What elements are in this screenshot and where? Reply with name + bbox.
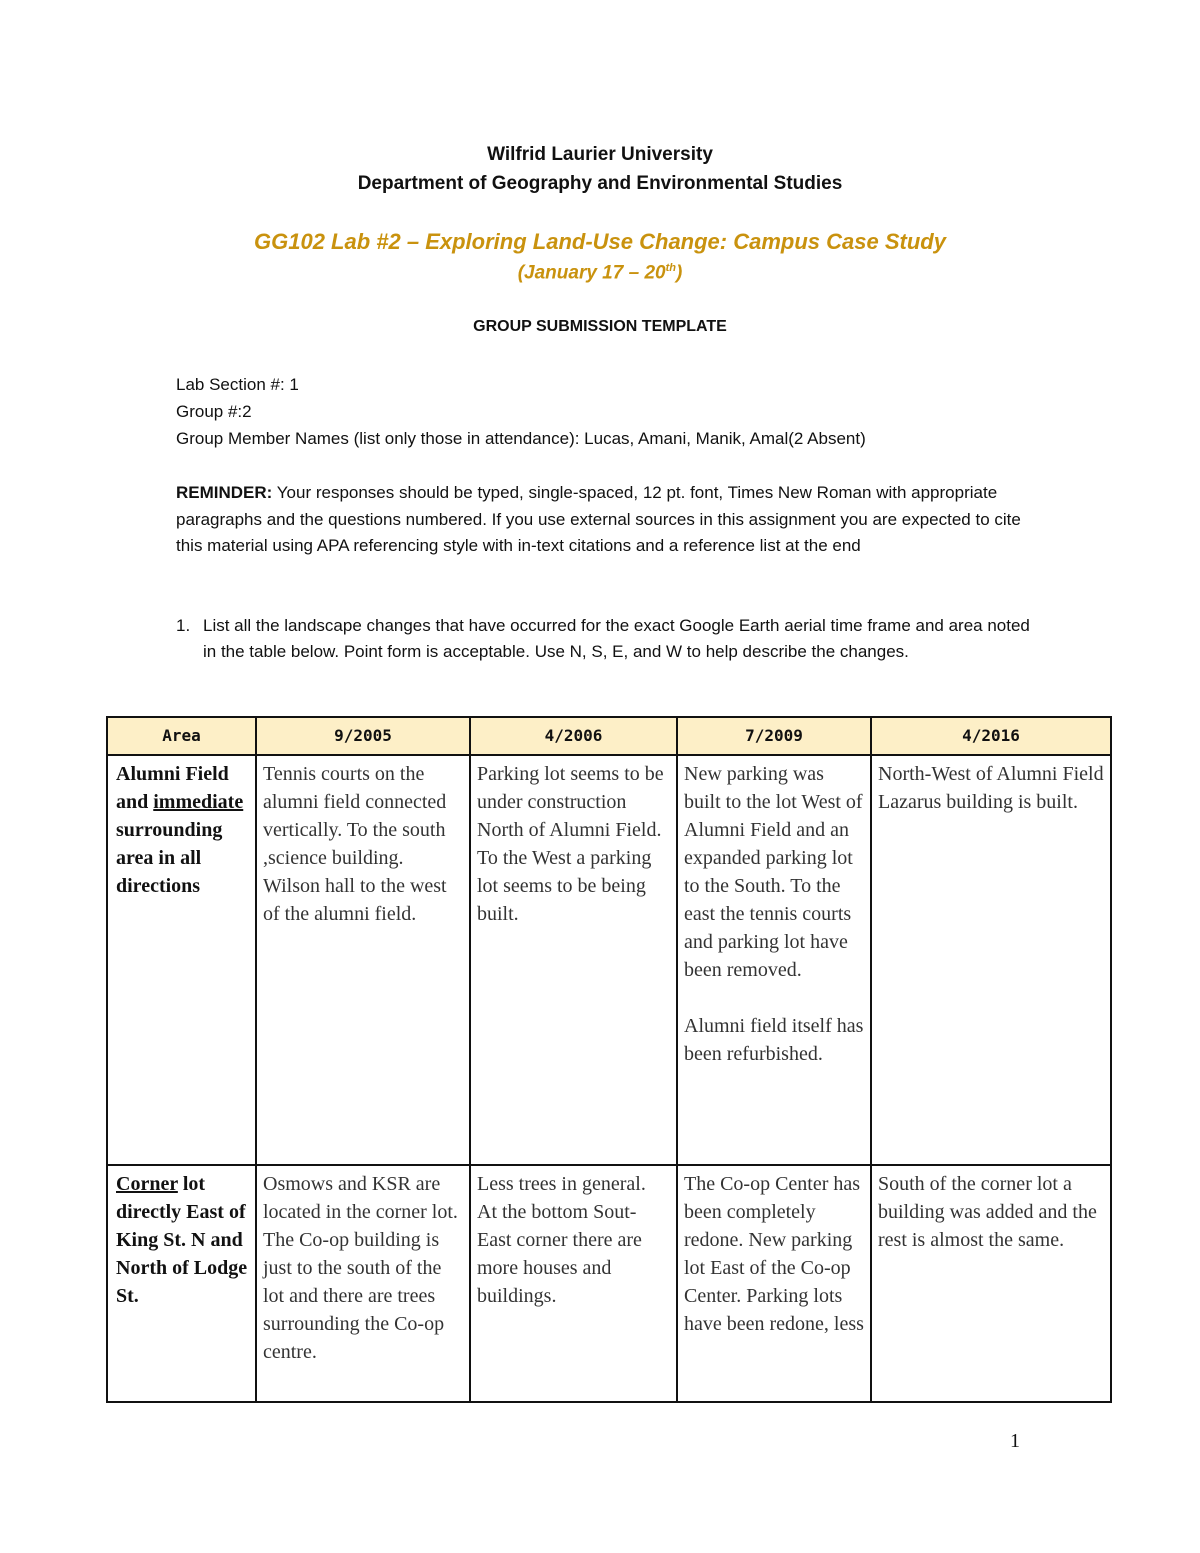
table-header-row xyxy=(107,717,1111,755)
template-label: GROUP SUBMISSION TEMPLATE xyxy=(473,318,727,335)
page-number: 1 xyxy=(1010,1430,1020,1452)
header-area: Area xyxy=(107,717,256,755)
area-cell[interactable] xyxy=(107,755,256,1165)
table-row xyxy=(107,755,1111,1165)
area-text: lot directly East of King St. N and North of Lodge St. xyxy=(116,1173,248,1307)
cell-2006[interactable]: Parking lot seems to be under construction North of Alumni Field. To the West a parking lot seems to be being built. xyxy=(470,755,677,1165)
area-underlined: Corner xyxy=(116,1173,178,1195)
lab-section: Lab Section #: 1 xyxy=(176,375,299,394)
cell-2006[interactable]: Less trees in general. At the bottom Sout-East corner there are more houses and buildings. xyxy=(470,1165,677,1402)
table-row xyxy=(107,1165,1111,1402)
header-2016: 4/2016 xyxy=(871,717,1111,755)
cell-2005[interactable]: Tennis courts on the alumni field connected vertically. To the south ,science building. Wilson hall to the west of the alumni field. xyxy=(256,755,470,1165)
cell-2005[interactable]: Osmows and KSR are located in the corner lot. The Co-op building is just to the south of the lot and there are trees surrounding the Co-op centre. xyxy=(256,1165,470,1402)
cell-2009[interactable]: New parking was built to the lot West of Alumni Field and an expanded parking lot to the South. To the east the tennis courts and parking lot have been removed. Alumni field itself has been refurbished. xyxy=(677,755,871,1165)
area-text: Alumni Field and xyxy=(116,763,229,813)
question-number: 1. xyxy=(176,616,191,635)
lab-title: GG102 Lab #2 – Exploring Land-Use Change: Campus Case Study xyxy=(254,229,946,254)
reminder-paragraph xyxy=(176,480,1036,560)
area-underlined: immediate xyxy=(153,791,244,813)
lab-dates-prefix: (January 17 – 20 xyxy=(517,262,666,284)
group-members: Group Member Names (list only those in attendance): Lucas, Amani, Manik, Amal(2 Absent) xyxy=(176,429,866,448)
lab-dates-sup: th xyxy=(665,262,676,274)
department-name: Department of Geography and Environmental Studies xyxy=(357,173,843,194)
header-2006: 4/2006 xyxy=(470,717,677,755)
area-text: surrounding area in all directions xyxy=(116,819,223,897)
cell-2016[interactable]: South of the corner lot a building was added and the rest is almost the same. xyxy=(871,1165,1111,1402)
lab-dates xyxy=(0,262,1200,284)
header-2005: 9/2005 xyxy=(256,717,470,755)
reminder-text: Your responses should be typed, single-spaced, 12 pt. font, Times New Roman with appropriate paragraphs and the questions numbered. If you use external sources in this assignment you are expected to cite this material using APA referencing style with in-text citations and a reference list at the end xyxy=(176,483,1021,555)
question-1 xyxy=(176,613,1036,665)
university-name: Wilfrid Laurier University xyxy=(487,144,713,165)
land-use-change-table xyxy=(106,716,1112,1403)
group-number: Group #:2 xyxy=(176,402,252,421)
cell-2009[interactable]: The Co-op Center has been completely redone. New parking lot East of the Co-op Center. Parking lots have been redone, less xyxy=(677,1165,871,1402)
question-text: List all the landscape changes that have occurred for the exact Google Earth aerial time frame and area noted in the table below. Point form is acceptable. Use N, S, E, and W to help describe the changes. xyxy=(203,616,1030,661)
area-cell[interactable] xyxy=(107,1165,256,1402)
cell-2016[interactable]: North-West of Alumni Field Lazarus building is built. xyxy=(871,755,1111,1165)
lab-dates-suffix: ) xyxy=(675,262,683,284)
reminder-label: REMINDER: xyxy=(176,483,273,502)
header-2009: 7/2009 xyxy=(677,717,871,755)
